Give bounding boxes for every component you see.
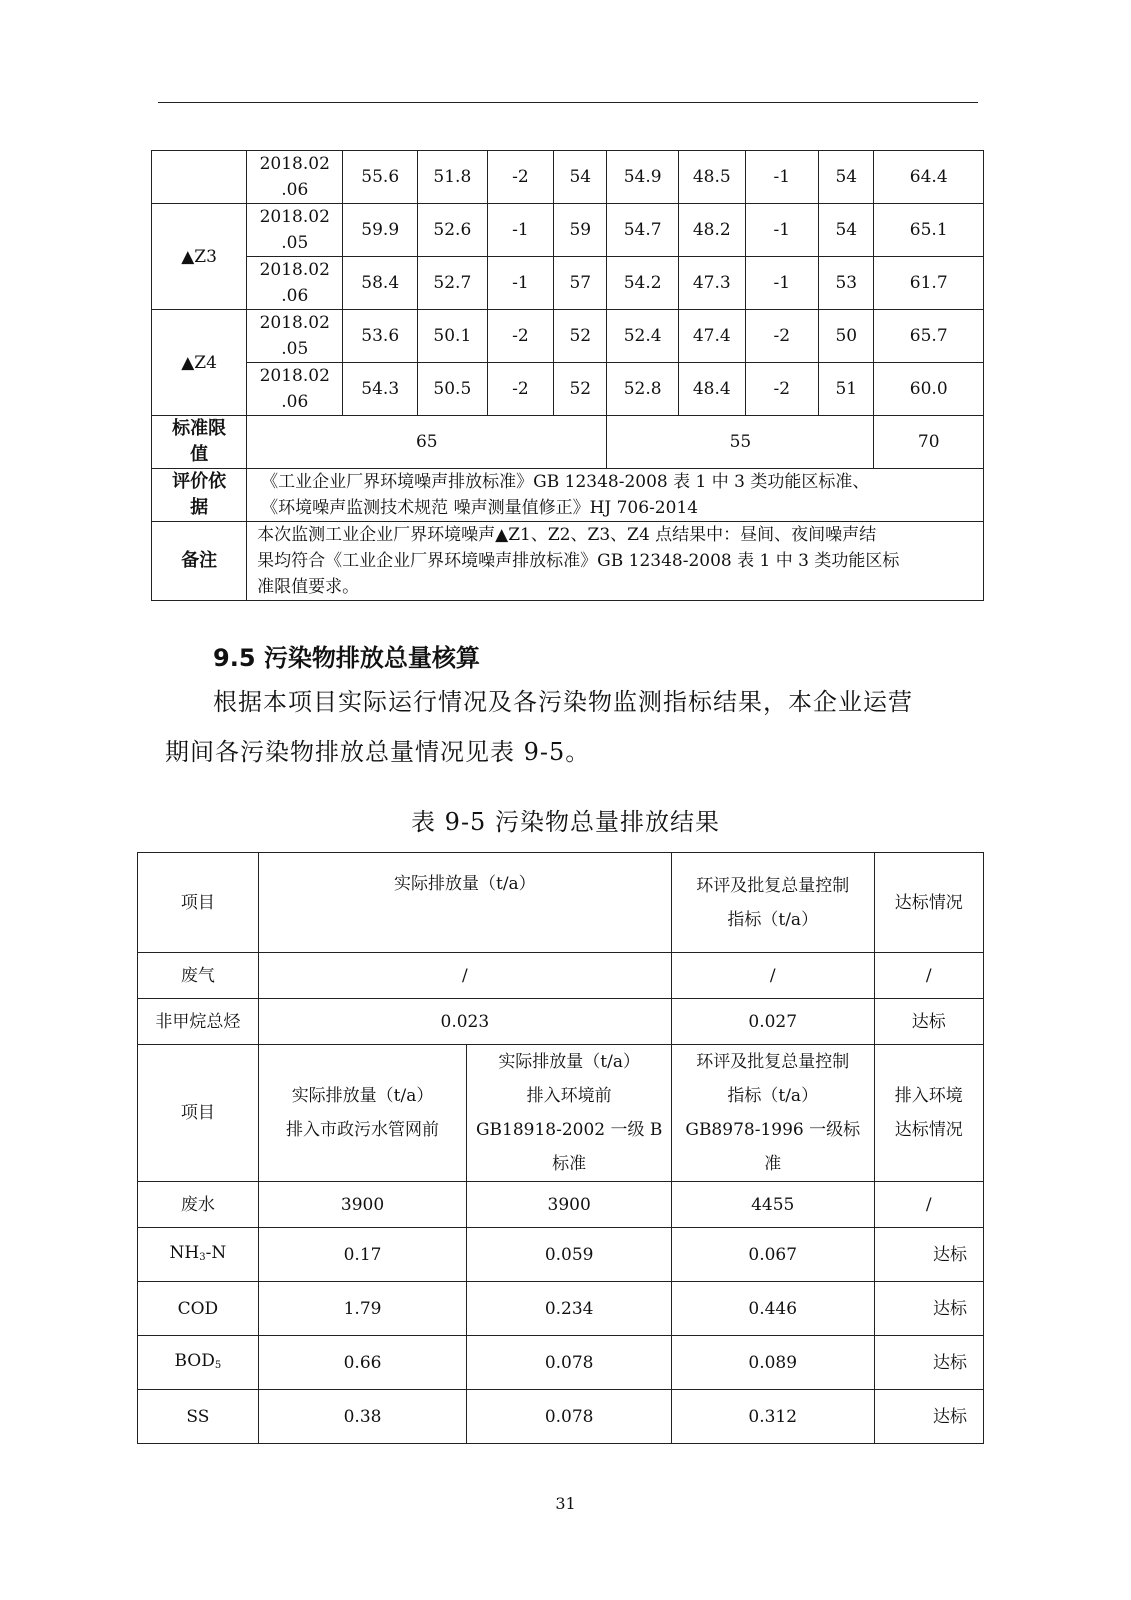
point-cell: ▲Z3 [152, 204, 247, 310]
date-cell: 2018.02 .06 [247, 151, 343, 204]
value-cell: 64.4 [874, 151, 984, 204]
row-env: 0.078 [467, 1390, 672, 1444]
header-control: 环评及批复总量控制 指标（t/a） [671, 853, 874, 953]
row-sewer: 1.79 [258, 1282, 467, 1336]
row-control: 0.067 [671, 1228, 874, 1282]
row-control: / [671, 953, 874, 999]
remark-row [152, 522, 984, 601]
limit-other-value: 70 [874, 416, 984, 469]
value-cell: 65.1 [874, 204, 984, 257]
value-cell: -1 [487, 257, 554, 310]
row-status: 达标 [874, 1228, 984, 1282]
name-sub: 5 [214, 1360, 222, 1371]
row-control: 0.312 [671, 1390, 874, 1444]
name-main: NH [169, 1243, 200, 1263]
table-row [138, 1390, 984, 1444]
table-row [138, 953, 984, 999]
row-env: 0.234 [467, 1282, 672, 1336]
value-cell: 59.9 [343, 204, 418, 257]
header-actual: 实际排放量（t/a） [258, 853, 671, 953]
table-row [138, 1182, 984, 1228]
header-status: 排入环境 达标情况 [874, 1045, 984, 1182]
remark-text: 本次监测工业企业厂界环境噪声▲Z1、Z2、Z3、Z4 点结果中：昼间、夜间噪声结 果均符合《工业企业厂界环境噪声排放标准》GB 12348-2008 表 1 中 3 类功能区标 准限值要求。 [247, 522, 984, 601]
row-env: 0.078 [467, 1336, 672, 1390]
value-cell: 48.5 [678, 151, 745, 204]
row-status: / [874, 1182, 984, 1228]
row-actual: / [258, 953, 671, 999]
date-cell: 2018.02 .06 [247, 363, 343, 416]
header-rule [158, 102, 978, 103]
limit-night-value: 55 [607, 416, 874, 469]
value-cell: 52.6 [418, 204, 488, 257]
page-number: 31 [555, 1494, 576, 1513]
header-before-sewer: 实际排放量（t/a） 排入市政污水管网前 [258, 1045, 467, 1182]
date-cell: 2018.02 .05 [247, 204, 343, 257]
value-cell: 59 [554, 204, 607, 257]
value-cell: 47.4 [678, 310, 745, 363]
row-actual: 0.023 [258, 999, 671, 1045]
table-caption: 表 9-5 污染物总量排放结果 [411, 808, 720, 836]
row-name [138, 1390, 259, 1444]
value-cell: -2 [745, 363, 819, 416]
value-cell: 54 [819, 151, 874, 204]
value-cell: -2 [487, 310, 554, 363]
value-cell: 54 [819, 204, 874, 257]
table-row [138, 999, 984, 1045]
row-sewer: 0.17 [258, 1228, 467, 1282]
table-row [152, 310, 984, 363]
row-status: 达标 [874, 1390, 984, 1444]
row-name: 非甲烷总烃 [138, 999, 259, 1045]
value-cell: 65.7 [874, 310, 984, 363]
value-cell: 53 [819, 257, 874, 310]
table-header-row [138, 1045, 984, 1182]
value-cell: -1 [745, 204, 819, 257]
value-cell: 50.5 [418, 363, 488, 416]
value-cell: 55.6 [343, 151, 418, 204]
row-sewer: 3900 [258, 1182, 467, 1228]
name-main: COD [177, 1298, 219, 1319]
value-cell: 61.7 [874, 257, 984, 310]
row-control: 0.089 [671, 1336, 874, 1390]
row-status: 达标 [874, 1282, 984, 1336]
point-cell: ▲Z4 [152, 310, 247, 416]
row-control: 4455 [671, 1182, 874, 1228]
evaluation-basis-label: 评价依 据 [152, 469, 247, 522]
value-cell: -1 [745, 257, 819, 310]
date-cell: 2018.02 .05 [247, 310, 343, 363]
table-row [152, 257, 984, 310]
limit-day-value: 65 [247, 416, 607, 469]
value-cell: -2 [487, 363, 554, 416]
value-cell: 52 [554, 363, 607, 416]
header-status: 达标情况 [874, 853, 984, 953]
row-sewer: 0.66 [258, 1336, 467, 1390]
value-cell: 58.4 [343, 257, 418, 310]
standard-limit-row [152, 416, 984, 469]
evaluation-basis-row [152, 469, 984, 522]
header-item: 项目 [138, 1045, 259, 1182]
value-cell: -2 [745, 310, 819, 363]
value-cell: 52.8 [607, 363, 679, 416]
value-cell: 51.8 [418, 151, 488, 204]
value-cell: 54.3 [343, 363, 418, 416]
table-row [138, 1228, 984, 1282]
row-name [138, 1228, 259, 1282]
value-cell: 57 [554, 257, 607, 310]
standard-limit-label: 标准限 值 [152, 416, 247, 469]
value-cell: 50 [819, 310, 874, 363]
value-cell: 48.2 [678, 204, 745, 257]
noise-results-table [151, 150, 984, 601]
table-row [138, 1282, 984, 1336]
row-sewer: 0.38 [258, 1390, 467, 1444]
evaluation-basis-text: 《工业企业厂界环境噪声排放标准》GB 12348-2008 表 1 中 3 类功能区标准、 《环境噪声监测技术规范 噪声测量值修正》HJ 706-2014 [247, 469, 984, 522]
value-cell: 54.7 [607, 204, 679, 257]
row-status: 达标 [874, 999, 984, 1045]
paragraph-line-1: 根据本项目实际运行情况及各污染物监测指标结果，本企业运营 [213, 688, 913, 716]
paragraph-line-2: 期间各污染物排放总量情况见表 9-5。 [165, 738, 591, 766]
value-cell: 60.0 [874, 363, 984, 416]
noise-table-body [152, 151, 984, 601]
section-heading: 9.5 污染物排放总量核算 [213, 644, 480, 672]
name-main: BOD [174, 1351, 215, 1371]
value-cell: 52.4 [607, 310, 679, 363]
value-cell: 52.7 [418, 257, 488, 310]
value-cell: 48.4 [678, 363, 745, 416]
value-cell: 53.6 [343, 310, 418, 363]
value-cell: 54 [554, 151, 607, 204]
name-tail: -N [205, 1243, 227, 1263]
date-cell: 2018.02 .06 [247, 257, 343, 310]
row-env: 0.059 [467, 1228, 672, 1282]
emission-table-body [138, 853, 984, 1444]
row-name [138, 1282, 259, 1336]
row-env: 3900 [467, 1182, 672, 1228]
table-row [152, 363, 984, 416]
name-main: SS [186, 1406, 210, 1427]
value-cell: 54.9 [607, 151, 679, 204]
row-status: / [874, 953, 984, 999]
row-name: 废水 [138, 1182, 259, 1228]
row-name: 废气 [138, 953, 259, 999]
table-row [152, 204, 984, 257]
value-cell: 52 [554, 310, 607, 363]
value-cell: 54.2 [607, 257, 679, 310]
point-cell [152, 151, 247, 204]
value-cell: 51 [819, 363, 874, 416]
emission-totals-table [137, 852, 984, 1444]
header-item: 项目 [138, 853, 259, 953]
row-status: 达标 [874, 1336, 984, 1390]
row-control: 0.446 [671, 1282, 874, 1336]
name-sub: 3 [199, 1252, 206, 1263]
value-cell: -1 [745, 151, 819, 204]
table-row [152, 151, 984, 204]
value-cell: -2 [487, 151, 554, 204]
value-cell: -1 [487, 204, 554, 257]
header-control: 环评及批复总量控制 指标（t/a） GB8978-1996 一级标 准 [671, 1045, 874, 1182]
table-row [138, 1336, 984, 1390]
table-header-row [138, 853, 984, 953]
value-cell: 47.3 [678, 257, 745, 310]
row-name [138, 1336, 259, 1390]
row-control: 0.027 [671, 999, 874, 1045]
remark-label: 备注 [152, 522, 247, 601]
value-cell: 50.1 [418, 310, 488, 363]
header-before-env: 实际排放量（t/a） 排入环境前 GB18918-2002 一级 B 标准 [467, 1045, 672, 1182]
